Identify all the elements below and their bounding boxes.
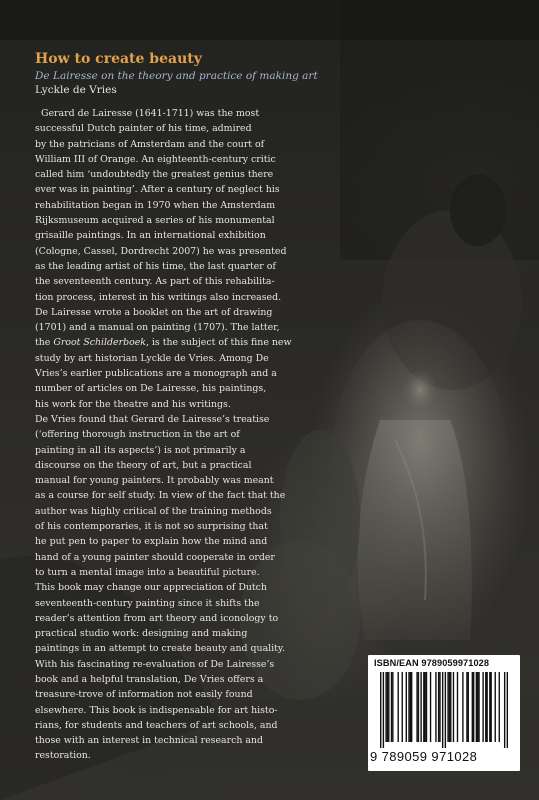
blurb-line: as a course for self study. In view of the fact that the bbox=[35, 490, 286, 502]
barcode-bar bbox=[438, 672, 439, 742]
barcode-bar bbox=[380, 672, 381, 748]
blurb-line: number of articles on De Lairesse, his paintings, bbox=[35, 383, 267, 395]
barcode-bar bbox=[442, 672, 443, 748]
blurb-line: painting in all its aspects’) is not primarily a bbox=[35, 444, 246, 456]
barcode-bar bbox=[495, 672, 496, 742]
barcode-bar bbox=[445, 672, 446, 748]
isbn-label: ISBN/EAN 9789059971028 bbox=[374, 658, 490, 668]
blurb-line: study by art historian Lyckle de Vries. Among De bbox=[35, 352, 269, 364]
blurb-line: his work for the theatre and his writings. bbox=[35, 398, 231, 410]
barcode-bar bbox=[426, 672, 427, 742]
blurb-line: (‘offering thorough instruction in the art of bbox=[35, 429, 240, 441]
barcode-bar bbox=[430, 672, 431, 742]
blurb-line: reader’s attention from art theory and iconology to bbox=[35, 612, 279, 624]
barcode-bar bbox=[468, 672, 469, 742]
blurb-line: called him ‘undoubtedly the greatest genius there bbox=[35, 169, 274, 181]
barcode-bar bbox=[447, 672, 448, 742]
blurb-line: author was highly critical of the training methods bbox=[35, 505, 272, 517]
book-title: How to create beauty bbox=[35, 51, 202, 67]
blurb-line: grisaille paintings. In an international exhibition bbox=[35, 230, 266, 242]
barcode-bar bbox=[476, 672, 477, 742]
blurb-line: Vries’s earlier publications are a monograph and a bbox=[35, 368, 277, 380]
barcode-bar bbox=[450, 672, 451, 742]
barcode-bar bbox=[383, 672, 384, 748]
text-block bbox=[35, 50, 335, 764]
barcode-bar bbox=[410, 672, 411, 742]
blurb-line: With his fascinating re-evaluation of De Lairesse’s bbox=[35, 658, 275, 670]
blurb-line: the seventeenth century. As part of this rehabilita- bbox=[35, 276, 275, 288]
barcode-bar bbox=[435, 672, 436, 742]
barcode-bar bbox=[388, 672, 389, 742]
blurb-line: practical studio work: designing and making bbox=[35, 628, 248, 640]
blurb-line: manual for young painters. It probably was meant bbox=[35, 475, 274, 487]
blurb-line: elsewhere. This book is indispensable for art histo- bbox=[35, 704, 278, 716]
barcode-digits: 9 789059 971028 bbox=[370, 749, 478, 764]
barcode-bar bbox=[392, 672, 393, 742]
blurb-line: seventeenth-century painting since it shifts the bbox=[35, 597, 260, 609]
barcode-bar bbox=[489, 672, 490, 742]
barcode-bar bbox=[424, 672, 425, 742]
blurb-line: rehabilitation began in 1970 when the Amsterdam bbox=[35, 199, 276, 211]
barcode-bar bbox=[466, 672, 467, 742]
barcode-bar bbox=[391, 672, 392, 742]
book-author: Lyckle de Vries bbox=[35, 84, 117, 96]
barcode-bar bbox=[423, 672, 424, 742]
barcode-bar bbox=[472, 672, 473, 742]
barcode-bar bbox=[485, 672, 486, 742]
barcode-bar bbox=[387, 672, 388, 742]
blurb-line: he put pen to paper to explain how the mind and bbox=[35, 536, 268, 548]
blurb-line: (Cologne, Cassel, Dordrecht 2007) he was presented bbox=[35, 245, 287, 257]
blurb-line: De Vries found that Gerard de Lairesse’s treatise bbox=[35, 413, 270, 425]
barcode-box bbox=[368, 655, 520, 771]
barcode-bar bbox=[439, 672, 440, 742]
blurb-line: as the leading artist of his time, the last quarter of bbox=[35, 260, 276, 272]
blurb-line: restoration. bbox=[35, 750, 91, 762]
barcode-bar bbox=[507, 672, 508, 748]
barcode-bar bbox=[499, 672, 500, 742]
blurb-line: Rijksmuseum acquired a series of his monumental bbox=[35, 215, 275, 227]
blurb-line: the Groot Schilderboek, is the subject of this fine new bbox=[35, 337, 292, 349]
blurb-line: tion process, interest in his writings also increased. bbox=[35, 291, 282, 303]
barcode-graphic bbox=[380, 672, 508, 748]
blurb-line: ever was in painting’. After a century of neglect his bbox=[35, 184, 280, 196]
barcode-bar bbox=[478, 672, 479, 742]
blurb-line: treasure-trove of information not easily found bbox=[35, 689, 253, 701]
barcode-bar bbox=[420, 672, 421, 742]
barcode-bar bbox=[486, 672, 487, 742]
barcode-bar bbox=[408, 672, 409, 742]
barcode-bar bbox=[385, 672, 386, 742]
blurb-line: This book may change our appreciation of Dutch bbox=[35, 582, 267, 594]
blurb-line: rians, for students and teachers of art schools, and bbox=[35, 719, 278, 731]
blurb-line: (1701) and a manual on painting (1707). The latter, bbox=[35, 322, 280, 334]
blurb-line: book and a helpful translation, De Vries offers a bbox=[35, 673, 264, 685]
blurb-line: by the patricians of Amsterdam and the court of bbox=[35, 138, 265, 150]
blurb-line: De Lairesse wrote a booklet on the art of drawing bbox=[35, 306, 273, 318]
blurb-line: paintings in an attempt to create beauty and quality. bbox=[35, 643, 285, 655]
blurb-line: those with an interest in technical research and bbox=[35, 735, 263, 747]
barcode-bar bbox=[453, 672, 454, 742]
blurb-line: of his contemporaries, it is not so surprising that bbox=[35, 521, 268, 533]
blurb-text bbox=[35, 106, 335, 764]
barcode-bar bbox=[482, 672, 483, 742]
barcode-bar bbox=[416, 672, 417, 742]
barcode-bar bbox=[473, 672, 474, 742]
barcode-bar bbox=[504, 672, 505, 748]
blurb-line: discourse on the theory of art, but a practical bbox=[35, 459, 252, 471]
barcode-bar bbox=[406, 672, 407, 742]
book-subtitle: De Lairesse on the theory and practice of making art bbox=[35, 70, 318, 82]
blurb-line: hand of a young painter should cooperate in order bbox=[35, 551, 275, 563]
barcode-bar bbox=[418, 672, 419, 742]
barcode-bar bbox=[449, 672, 450, 742]
barcode-bar bbox=[398, 672, 399, 742]
barcode-bar bbox=[490, 672, 491, 742]
barcode-bar bbox=[462, 672, 463, 742]
blurb-line: William III of Orange. An eighteenth-century critic bbox=[35, 153, 276, 165]
blurb-line: successful Dutch painter of his time, admired bbox=[35, 123, 252, 135]
blurb-line: to turn a mental image into a beautiful picture. bbox=[35, 566, 260, 578]
barcode-bar bbox=[457, 672, 458, 742]
barcode-bar bbox=[402, 672, 403, 742]
blurb-line: Gerard de Lairesse (1641-1711) was the most bbox=[41, 108, 260, 119]
barcode-bar bbox=[477, 672, 478, 742]
barcode-bar bbox=[411, 672, 412, 742]
